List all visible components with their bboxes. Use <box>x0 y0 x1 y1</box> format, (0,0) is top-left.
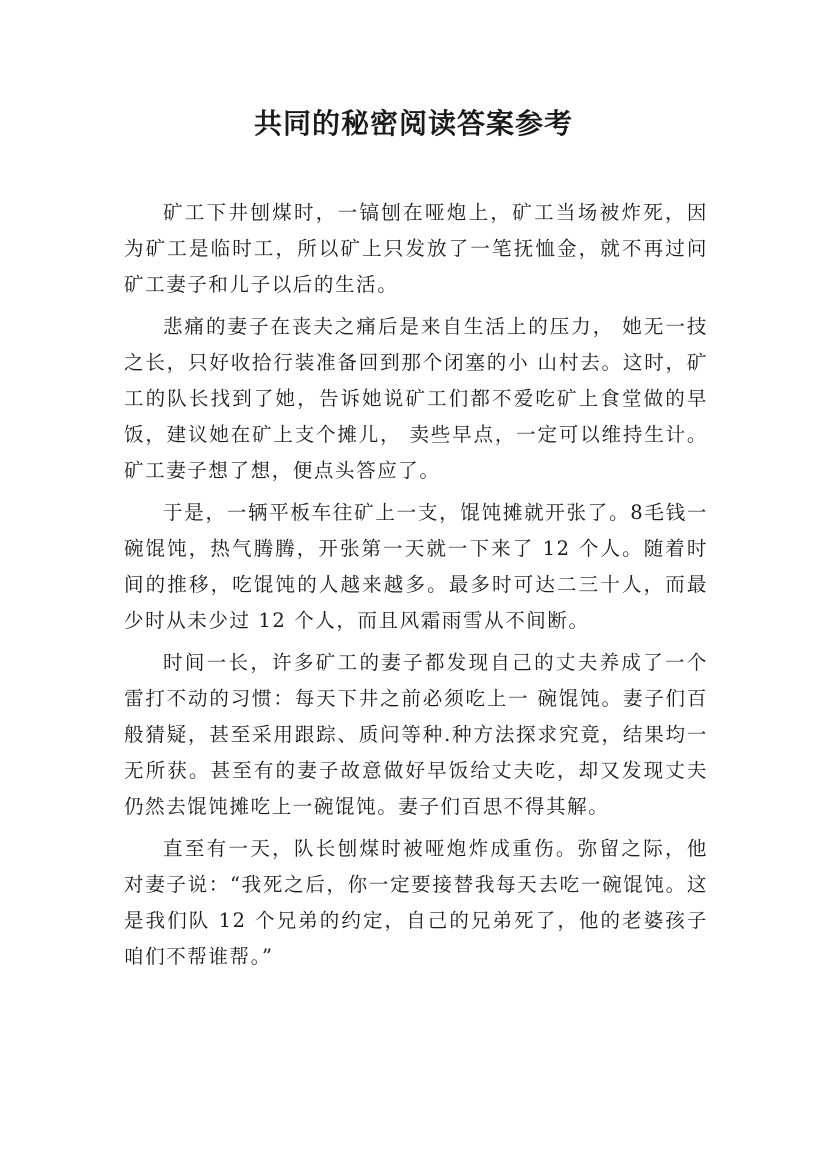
paragraph-1: 矿工下井刨煤时，一镐刨在哑炮上，矿工当场被炸死，因为矿工是临时工，所以矿上只发放了一笔抚恤金，就不再过问矿工妻子和儿子以后的生活。 <box>124 201 708 296</box>
document-title: 共同的秘密阅读答案参考 <box>253 107 573 140</box>
paragraph-4: 时间一长，许多矿工的妻子都发现自己的丈夫养成了一个雷打不动的习惯：每天下井之前必须吃上一 碗馄饨。妻子们百般猜疑，甚至采用跟踪、质问等种.种方法探求究竟，结果均一无所获。甚至有的妻子故意做好早饭给丈夫吃，却又发现丈夫仍然去馄饨摊吃上一碗馄饨。妻子们百思不得其解。 <box>124 651 708 818</box>
paragraph-2: 悲痛的妻子在丧夫之痛后是来自生活上的压力， 她无一技之长，只好收拾行装准备回到那个闭塞的小 山村去。这时，矿工的队长找到了她，告诉她说矿工们都不爱吃矿上食堂做的早饭，建议她在矿上支个摊儿， 卖些早点，一定可以维持生计。矿工妻子想了想，便点头答应了。 <box>124 315 708 482</box>
paragraph-5: 直至有一天，队长刨煤时被哑炮炸成重伤。弥留之际，他对妻子说：“我死之后，你一定要接替我每天去吃一碗馄饨。这是我们队 12 个兄弟的约定，自己的兄弟死了，他的老婆孩子咱们不帮谁帮。” <box>124 837 708 968</box>
paragraph-3: 于是，一辆平板车往矿上一支，馄饨摊就开张了。8毛钱一碗馄饨，热气腾腾，开张第一天就一下来了 12 个人。随着时间的推移，吃馄饨的人越来越多。最多时可达二三十人，而最少时从未少过 12 个人，而且风霜雨雪从不间断。 <box>124 501 708 632</box>
document-body <box>124 195 708 981</box>
